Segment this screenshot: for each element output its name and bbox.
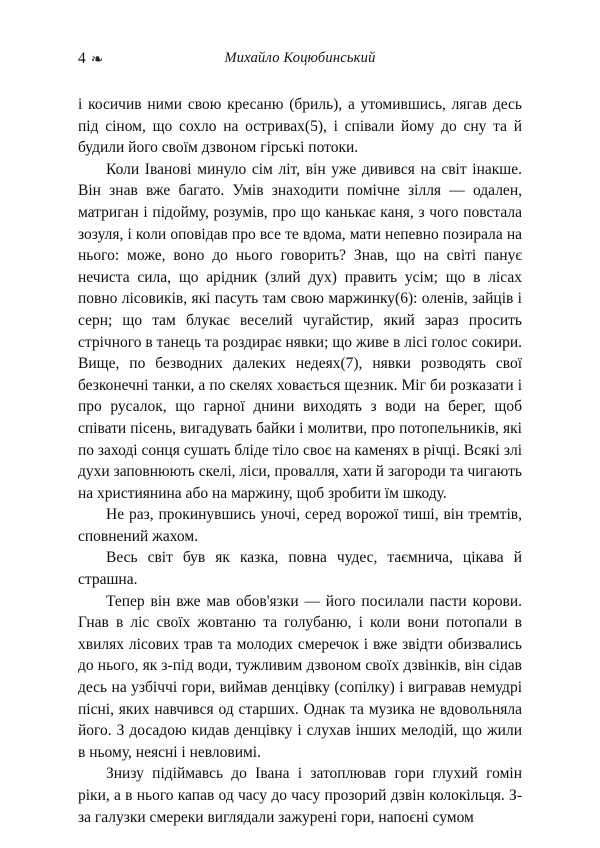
page-header <box>78 50 522 72</box>
paragraph: Не раз, прокинувшись уночі, серед ворожої тиші, він тремтів, сповнений жахом. <box>78 506 522 545</box>
page-number: 4 <box>78 50 86 67</box>
paragraph: Весь світ був як казка, повна чудес, таємнича, цікава й страшна. <box>78 549 522 589</box>
page-number-group <box>78 50 103 68</box>
paragraph: Тепер він вже мав обов'язки — його посилали пасти корови. Гнав в ліс своїх жовтаню та голубаню, і коли вони потопали в хвилях лісових трав та молодих смеречок і вже звідти обизвались до нього, як з-під води, тужливим дзвоном своїх дзвінків, він сідав десь на узбіччі гори, виймав денцівку (сопілку) і вигравав немудрі пісні, яких навчився од старших. Однак та музика не вдовольняла його. З досадою кидав денцівку і слухав інших мелодій, що жили в ньому, неясні і невловимі. <box>78 592 522 761</box>
paragraph: Знизу підіймавсь до Івана і затоплював гори глухий гомін ріки, а в нього капав од часу до часу прозорий дзвін колокільця. З-за галузки смереки виглядали зажурені гори, напоєні сумом <box>78 765 522 826</box>
running-title: Михайло Коцюбинський <box>224 50 376 66</box>
paragraph: Коли Іванові минуло сім літ, він уже дивився на світ інакше. Він знав вже багато. Умів знаходити помічне зілля — одален, матриган і підойму, розумів, про що канькає каня, з чого повстала зозуля, і коли оповідав про все те вдома, мати непевно позирала на нього: може, воно до нього говорить? Знав, що на світі панує нечиста сила, що арідник (злий дух) править усім; що в лісах повно лісовиків, які пасуть там свою маржинку(6): оленів, зайців і серн; що там блукає веселий чугайстир, який зараз просить стрічного в танець та роздирає нявки; що живе в лісі голос сокири. Вище, по безводних далеких недеях(7), нявки розводять свої безконечні танки, а по скелях ховається щезник. Міг би розказати і про русалок, що гарної днини виходять з води на берег, щоб співати пісень, вигадувать байки і молитви, про потопельників, які по заході сонця сушать бліде тіло своє на каменях в річці. Всякі злі духи заповнюють скелі, ліси, провалля, хати й загороди та чигають на християнина або на маржину, щоб зробити їм шкоду. <box>78 160 522 502</box>
body-text <box>78 94 522 828</box>
fleuron-ornament-icon: ❧ <box>90 51 104 68</box>
paragraph: і косичив ними свою кресаню (бриль), а утомившись, лягав десь під сіном, що сохло на остривах(5), і співали йому до сну та й будили його своїм дзвоном гірські потоки. <box>78 96 522 157</box>
